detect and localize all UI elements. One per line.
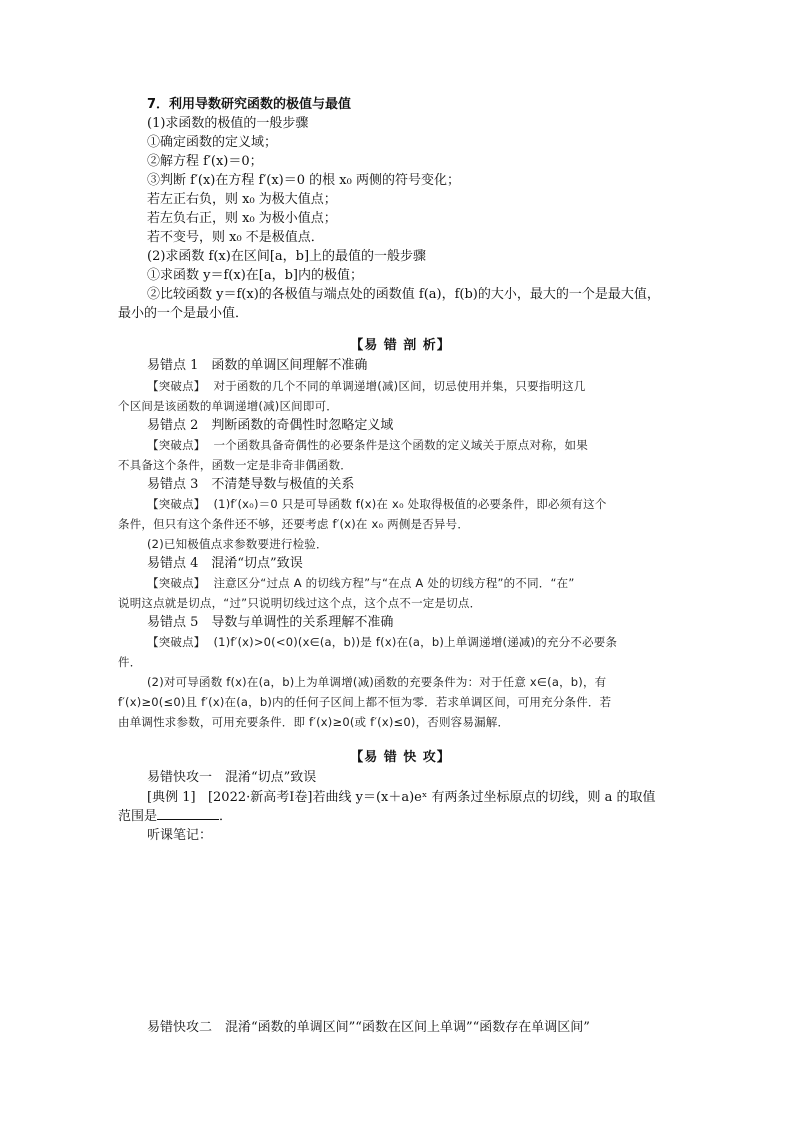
- breakthrough-line: [147, 377, 683, 396]
- text-line: 最小的一个是最小值．: [118, 306, 249, 321]
- example-line: [147, 788, 683, 807]
- error-point-label: 易错点 1 函数的单调区间理解不准确: [147, 358, 368, 373]
- example-end: ．: [219, 809, 233, 824]
- text-line: 若左正右负，则 x₀ 为极大值点；: [147, 192, 337, 207]
- breakthrough-line: [147, 633, 683, 652]
- error-point-label: 易错点 2 判断函数的奇偶性时忽略定义域: [147, 418, 394, 433]
- attack-label: 易错快攻一 混淆“切点”致误: [147, 770, 317, 785]
- breakthrough-text: 一个函数具备奇偶性的必要条件是这个函数的定义域关于原点对称，如果: [213, 438, 588, 452]
- text-line: ①求函数 y＝f(x)在[a，b]内的极值；: [147, 268, 363, 283]
- breakthrough-line: (2)对可导函数 f(x)在(a，b)上为单调增(减)函数的充要条件为：对于任意 x∈(a，b)，有: [147, 675, 607, 689]
- attack-label: 易错快攻二 混淆“函数的单调区间”“函数在区间上单调”“函数存在单调区间”: [147, 1020, 590, 1035]
- breakthrough-line: 个区间是该函数的单调递增(减)区间即可．: [118, 399, 338, 413]
- breakthrough-text: (1)f′(x)>0(<0)(x∈(a，b))是 f(x)在(a，b)上单调递增(递减)的充分不必要条: [213, 635, 618, 649]
- breakthrough-line: 由单调性求参数，可用充要条件．即 f′(x)≥0(或 f′(x)≤0)，否则容易漏解．: [118, 715, 510, 729]
- breakthrough-line: [147, 436, 683, 455]
- section-heading: 【易 错 快 攻】: [350, 750, 451, 765]
- breakthrough-line: [147, 495, 683, 514]
- breakthrough-text: 对于函数的几个不同的单调递增(减)区间，切忌使用并集，只要指明这几: [213, 379, 586, 393]
- example-text: [2022·新高考Ⅰ卷]若曲线 y＝(x＋a)eˣ 有两条过坐标原点的切线，则 a 的取值: [207, 790, 656, 805]
- breakthrough-line: 不具备这个条件，函数一定是非奇非偶函数．: [118, 458, 352, 472]
- breakthrough-tag: 【突破点】: [147, 497, 206, 511]
- text-line: ①确定函数的定义域；: [147, 135, 278, 150]
- error-point-label: 易错点 5 导数与单调性的关系理解不准确: [147, 615, 394, 630]
- error-point-label: 易错点 3 不清楚导数与极值的关系: [147, 477, 355, 492]
- answer-blank[interactable]: [157, 807, 219, 820]
- breakthrough-tag: 【突破点】: [147, 635, 206, 649]
- example-cont: 范围是: [118, 809, 158, 824]
- example-line: [118, 807, 683, 826]
- text-line: (1)求函数的极值的一般步骤: [147, 116, 309, 131]
- breakthrough-text: 注意区分“过点 A 的切线方程”与“在点 A 处的切线方程”的不同．“在”: [213, 576, 575, 590]
- text-line: ②解方程 f′(x)＝0；: [147, 154, 263, 169]
- breakthrough-line: 条件，但只有这个条件还不够，还要考虑 f′(x)在 x₀ 两侧是否异号．: [118, 517, 470, 531]
- section-heading: 【易 错 剖 析】: [350, 338, 451, 353]
- breakthrough-tag: 【突破点】: [147, 576, 206, 590]
- text-line: 若左负右正，则 x₀ 为极小值点；: [147, 211, 337, 226]
- breakthrough-line: 说明这点就是切点，“过”只说明切线过这个点，这个点不一定是切点．: [118, 596, 482, 610]
- breakthrough-line: [147, 574, 683, 593]
- breakthrough-tag: 【突破点】: [147, 438, 206, 452]
- breakthrough-line: (2)已知极值点求参数要进行检验．: [147, 537, 328, 551]
- example-tag: [典例 1]: [147, 790, 196, 805]
- breakthrough-line: 件．: [118, 655, 142, 669]
- breakthrough-text: (1)f′(x₀)＝0 只是可导函数 f(x)在 x₀ 处取得极值的必要条件，即必须有这个: [213, 497, 607, 511]
- text-line: ②比较函数 y＝f(x)的各极值与端点处的函数值 f(a)，f(b)的大小，最大的一个是最大值，: [147, 287, 660, 302]
- text-line: 若不变号，则 x₀ 不是极值点．: [147, 230, 324, 245]
- section-title: 7．利用导数研究函数的极值与最值: [147, 97, 352, 112]
- breakthrough-tag: 【突破点】: [147, 379, 206, 393]
- breakthrough-line: f′(x)≥0(≤0)且 f′(x)在(a，b)内的任何子区间上都不恒为零．若求单调区间，可用充分条件．若: [118, 695, 612, 709]
- notes-label: 听课笔记：: [147, 828, 213, 843]
- text-line: ③判断 f′(x)在方程 f′(x)＝0 的根 x₀ 两侧的符号变化；: [147, 173, 460, 188]
- text-line: (2)求函数 f(x)在区间[a，b]上的最值的一般步骤: [147, 249, 427, 264]
- error-point-label: 易错点 4 混淆“切点”致误: [147, 556, 303, 571]
